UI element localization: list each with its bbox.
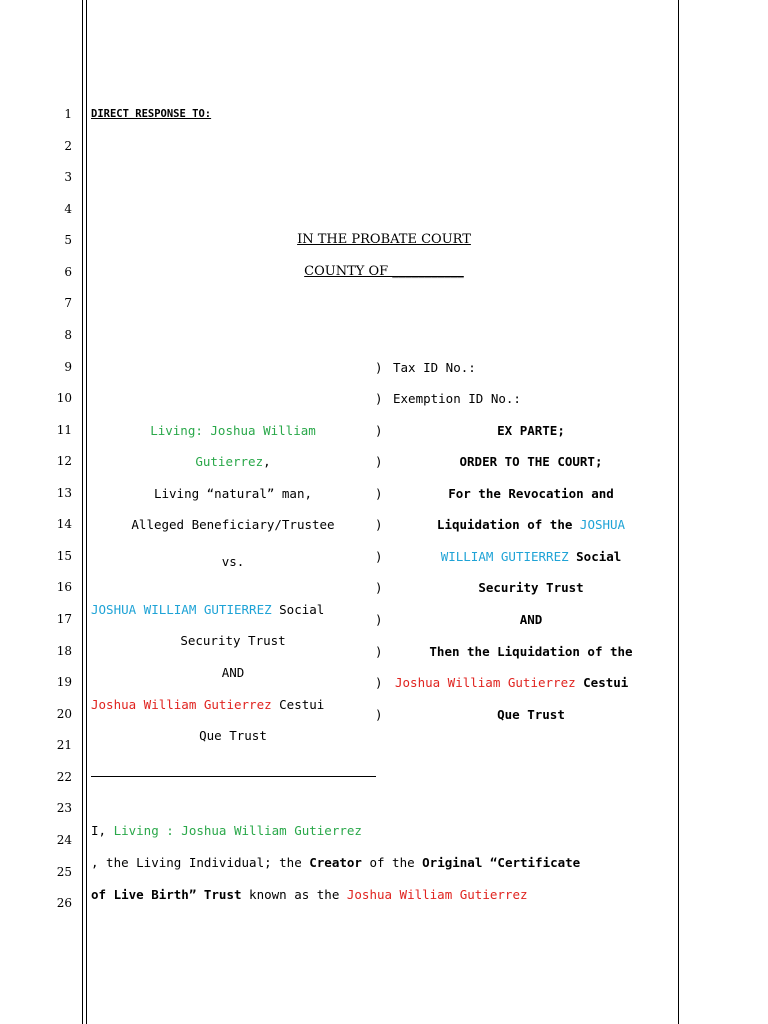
- body-name: Joshua William Gutierrez: [346, 887, 528, 902]
- body-line-25: [91, 855, 580, 870]
- body-line-26: [91, 887, 528, 902]
- que-trust-heading: Que Trust: [497, 707, 565, 722]
- line-number: 12: [56, 454, 72, 468]
- line-number: 6: [64, 265, 72, 279]
- left-margin-rule-2: [86, 0, 87, 1024]
- line-number: 18: [56, 644, 72, 658]
- beneficiary-line: Alleged Beneficiary/Trustee: [131, 517, 335, 532]
- body-l25-b: of the: [361, 855, 423, 870]
- body-live-birth: of Live Birth” Trust: [91, 887, 242, 902]
- caption-paren: ): [375, 707, 383, 722]
- caption-paren: ): [375, 391, 383, 406]
- living-name-line-1: Living: Joshua William: [150, 423, 316, 438]
- line-number: 25: [56, 865, 72, 879]
- caption-paren: ): [375, 580, 383, 595]
- line-number: 11: [56, 423, 72, 437]
- trust-name: JOSHUA WILLIAM GUTIERREZ: [91, 602, 272, 617]
- cestui-heading-line: [395, 675, 628, 690]
- line-number: 26: [56, 896, 72, 910]
- cestui-name: Joshua William Gutierrez: [91, 697, 272, 712]
- line-number: 7: [64, 296, 72, 310]
- vs-line: vs.: [221, 554, 245, 569]
- i-prefix: I,: [91, 823, 114, 838]
- body-known-as: known as the: [241, 887, 347, 902]
- line-number: 17: [56, 612, 72, 626]
- living-name-part: Gutierrez: [195, 454, 264, 469]
- caption-paren: ): [375, 486, 383, 501]
- liquidation-line-2: [385, 549, 677, 564]
- cestui-heading-suffix: Cestui: [575, 675, 629, 690]
- body-original: Original “Certificate: [422, 855, 581, 870]
- caption-paren: ): [375, 675, 383, 690]
- liquidation-name-2: WILLIAM GUTIERREZ: [440, 549, 569, 564]
- trust-line-2: Security Trust: [180, 633, 286, 648]
- caption-paren: ): [375, 612, 383, 627]
- right-margin-rule: [678, 0, 679, 1024]
- cestui-line-2: Que Trust: [199, 728, 267, 743]
- line-number: 19: [56, 675, 72, 689]
- security-trust-heading: Security Trust: [478, 580, 584, 595]
- body-line-24: [91, 823, 362, 838]
- liquidation-prefix: Liquidation of the: [436, 517, 580, 532]
- exemption-id-label: Exemption ID No.:: [393, 391, 521, 406]
- line-number: 9: [64, 360, 72, 374]
- cestui-heading-name: Joshua William Gutierrez: [395, 675, 576, 690]
- line-number: 15: [56, 549, 72, 563]
- line-number: 21: [56, 738, 72, 752]
- county-line: COUNTY OF ___________: [304, 264, 464, 279]
- line-number: 16: [56, 580, 72, 594]
- line-number: 24: [56, 833, 72, 847]
- and-line-left: AND: [221, 665, 245, 680]
- line-number: 3: [64, 170, 72, 184]
- line-number: 8: [64, 328, 72, 342]
- direct-response-heading: DIRECT RESPONSE TO:: [91, 108, 212, 120]
- caption-paren: ): [375, 549, 383, 564]
- caption-separator-line: [91, 776, 376, 777]
- line-number: 1: [64, 107, 72, 121]
- liquidation-suffix: Social: [568, 549, 622, 564]
- body-creator: Creator: [309, 855, 362, 870]
- living-name-line-2: [91, 454, 375, 469]
- liquidation-line: [385, 517, 677, 532]
- body-l25-a: , the Living Individual; the: [91, 855, 310, 870]
- line-number: 13: [56, 486, 72, 500]
- line-number: 22: [56, 770, 72, 784]
- liquidation-name-1: JOSHUA: [579, 517, 626, 532]
- living-name-comma: ,: [263, 454, 271, 469]
- cestui-suffix: Cestui: [271, 697, 325, 712]
- court-title: IN THE PROBATE COURT: [297, 232, 471, 247]
- trust-name-line: [91, 602, 324, 617]
- line-number: 5: [64, 233, 72, 247]
- and-heading-right: AND: [519, 612, 543, 627]
- caption-paren: ): [375, 423, 383, 438]
- caption-paren: ): [375, 454, 383, 469]
- revocation-heading: For the Revocation and: [448, 486, 614, 501]
- left-margin-rule-1: [82, 0, 83, 1024]
- line-number: 23: [56, 801, 72, 815]
- trust-suffix: Social: [271, 602, 325, 617]
- line-number: 14: [56, 517, 72, 531]
- line-number: 2: [64, 139, 72, 153]
- line-number: 10: [56, 391, 72, 405]
- body-living-name: Living : Joshua William Gutierrez: [113, 823, 362, 838]
- caption-paren: ): [375, 517, 383, 532]
- order-heading: ORDER TO THE COURT;: [459, 454, 603, 469]
- tax-id-label: Tax ID No.:: [393, 360, 476, 375]
- line-number: 4: [64, 202, 72, 216]
- cestui-name-line: [91, 697, 324, 712]
- ex-parte-heading: EX PARTE;: [497, 423, 565, 438]
- caption-paren: ): [375, 360, 383, 375]
- caption-paren: ): [375, 644, 383, 659]
- line-number: 20: [56, 707, 72, 721]
- then-liquidation-heading: Then the Liquidation of the: [429, 644, 633, 659]
- natural-man-line: Living “natural” man,: [153, 486, 313, 501]
